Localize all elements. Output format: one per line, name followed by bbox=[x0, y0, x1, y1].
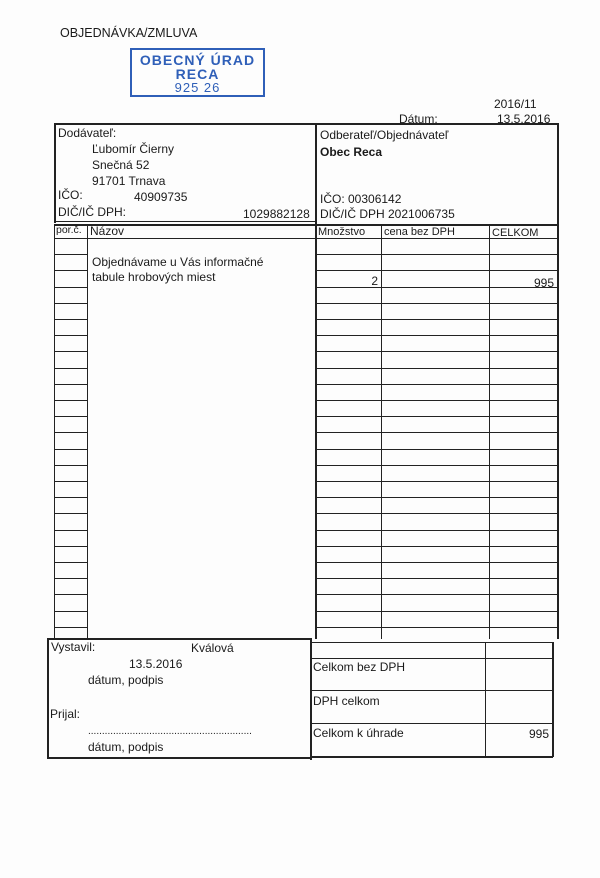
row-line-value-cols bbox=[315, 319, 558, 320]
row-line-number-col bbox=[54, 578, 88, 579]
row-line-value-cols bbox=[315, 303, 558, 304]
middle-divider bbox=[315, 123, 317, 226]
footer-bottom-left bbox=[47, 757, 310, 759]
table-header-bottom bbox=[54, 238, 559, 239]
row-line-number-col bbox=[54, 303, 88, 304]
header-total: CELKOM bbox=[492, 227, 539, 239]
supplier-street: Snečná 52 bbox=[92, 158, 150, 172]
supplier-bottom-line bbox=[54, 221, 316, 222]
item-total: 995 bbox=[533, 276, 554, 290]
header-price: cena bez DPH bbox=[384, 226, 455, 238]
row-line-number-col bbox=[54, 351, 88, 352]
total-to-pay-label: Celkom k úhrade bbox=[313, 726, 404, 740]
row-line-value-cols bbox=[315, 513, 558, 514]
top-border bbox=[54, 123, 559, 125]
issued-by-label: Vystavil: bbox=[51, 640, 96, 654]
row-line-value-cols bbox=[315, 432, 558, 433]
row-line-value-cols bbox=[315, 562, 558, 563]
signature-dotted-line: ........................................................... bbox=[88, 726, 252, 737]
row-line-value-cols bbox=[315, 530, 558, 531]
date-value: 13.5.2016 bbox=[497, 112, 551, 126]
total-without-vat-label: Celkom bez DPH bbox=[313, 660, 406, 674]
footer-right-border bbox=[552, 642, 554, 757]
stamp-line-3: 925 26 bbox=[174, 80, 221, 95]
footer-left-border bbox=[47, 638, 49, 757]
row-line-value-cols bbox=[315, 594, 558, 595]
row-line-value-cols bbox=[315, 416, 558, 417]
row-line-number-col bbox=[54, 254, 88, 255]
row-line-number-col bbox=[54, 384, 88, 385]
supplier-dic: 1029882128 bbox=[243, 207, 310, 221]
row-line-value-cols bbox=[315, 497, 558, 498]
footer-value-divider bbox=[485, 642, 486, 757]
stamp-line-2: RECA bbox=[175, 66, 220, 82]
row-line-number-col bbox=[54, 611, 88, 612]
row-line-number-col bbox=[54, 319, 88, 320]
row-line-number-col bbox=[54, 270, 88, 271]
footer-top-right bbox=[310, 642, 553, 643]
signature-label-1: dátum, podpis bbox=[88, 673, 164, 687]
received-by-label: Prijal: bbox=[50, 707, 81, 721]
document-title: OBJEDNÁVKA/ZMLUVA bbox=[60, 26, 198, 40]
footer-line-2 bbox=[310, 690, 553, 691]
total-to-pay-value: 995 bbox=[528, 727, 549, 741]
row-line-value-cols bbox=[315, 546, 558, 547]
row-line-value-cols bbox=[315, 335, 558, 336]
footer-bottom-right bbox=[310, 756, 553, 758]
item-description-line-2: tabule hrobových miest bbox=[92, 270, 216, 284]
issued-date: 13.5.2016 bbox=[129, 657, 183, 671]
supplier-name: Ľubomír Čierny bbox=[92, 142, 175, 156]
row-line-value-cols bbox=[315, 627, 558, 628]
left-border bbox=[54, 123, 56, 223]
row-line-number-col bbox=[54, 546, 88, 547]
row-line-number-col bbox=[54, 465, 88, 466]
row-line-value-cols bbox=[315, 368, 558, 369]
supplier-ico-label: IČO: bbox=[58, 188, 83, 202]
item-description-line-1: Objednávame u Vás informačné bbox=[92, 255, 264, 269]
vat-total-label: DPH celkom bbox=[313, 694, 380, 708]
header-number: por.č. bbox=[56, 224, 82, 236]
row-line-number-col bbox=[54, 530, 88, 531]
customer-name: Obec Reca bbox=[320, 145, 383, 159]
right-border bbox=[557, 123, 559, 226]
item-quantity: 2 bbox=[371, 274, 378, 288]
row-line-value-cols bbox=[315, 578, 558, 579]
row-line-number-col bbox=[54, 594, 88, 595]
footer-line-1 bbox=[310, 658, 553, 659]
issued-by-name: Kválová bbox=[191, 641, 234, 655]
row-line-number-col bbox=[54, 449, 88, 450]
row-line-value-cols bbox=[315, 270, 558, 271]
row-line-value-cols bbox=[315, 254, 558, 255]
supplier-city: 91701 Trnava bbox=[92, 174, 166, 188]
row-line-value-cols bbox=[315, 384, 558, 385]
header-quantity: Množstvo bbox=[318, 226, 366, 238]
row-line-number-col bbox=[54, 287, 88, 288]
footer-line-3 bbox=[310, 723, 553, 724]
stamp-line-1: OBECNÝ ÚRAD bbox=[139, 52, 256, 68]
customer-dic: DIČ/IČ DPH 2021006735 bbox=[320, 207, 455, 221]
row-line-value-cols bbox=[315, 351, 558, 352]
row-line-value-cols bbox=[315, 611, 558, 612]
row-line-number-col bbox=[54, 627, 88, 628]
supplier-ico: 40909735 bbox=[134, 190, 188, 204]
customer-label: Odberateľ/Objednávateľ bbox=[320, 128, 449, 142]
row-line-number-col bbox=[54, 368, 88, 369]
supplier-label: Dodávateľ: bbox=[58, 126, 117, 140]
row-line-number-col bbox=[54, 562, 88, 563]
row-line-number-col bbox=[54, 335, 88, 336]
customer-ico: IČO: 00306142 bbox=[320, 192, 402, 206]
date-label: Dátum: bbox=[399, 112, 438, 126]
row-line-value-cols bbox=[315, 449, 558, 450]
row-line-number-col bbox=[54, 513, 88, 514]
row-line-number-col bbox=[54, 497, 88, 498]
table-top-border bbox=[54, 224, 559, 226]
footer-middle-border bbox=[310, 638, 312, 760]
row-line-number-col bbox=[54, 416, 88, 417]
row-line-value-cols bbox=[315, 465, 558, 466]
supplier-dic-label: DIČ/IČ DPH: bbox=[58, 205, 127, 219]
header-name: Názov bbox=[90, 224, 125, 238]
order-number: 2016/11 bbox=[494, 97, 537, 111]
row-line-number-col bbox=[54, 432, 88, 433]
row-line-value-cols bbox=[315, 481, 558, 482]
office-stamp bbox=[130, 48, 265, 97]
row-line-value-cols bbox=[315, 400, 558, 401]
row-line-number-col bbox=[54, 400, 88, 401]
signature-label-2: dátum, podpis bbox=[88, 740, 164, 754]
row-line-number-col bbox=[54, 481, 88, 482]
